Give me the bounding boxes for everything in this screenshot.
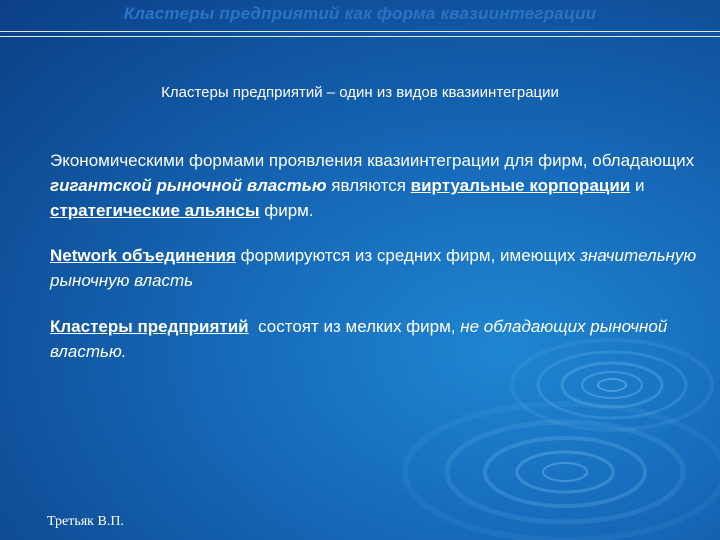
- paragraph-enterprise-clusters: [50, 314, 700, 364]
- p1-emphasis-market-power: гигантской рыночной властью: [50, 176, 327, 195]
- title-divider-bottom: [0, 36, 720, 37]
- p3-term-clusters: Кластеры предприятий: [50, 317, 249, 336]
- p1-text-1: Экономическими формами проявления квазиинтеграции для фирм, обладающих: [50, 151, 695, 170]
- title-divider-top: [0, 31, 720, 32]
- p3-emphasis: не обладающих рыночной властью.: [50, 317, 668, 361]
- slide-title: Кластеры предприятий как форма квазиинтеграции: [123, 4, 597, 23]
- p1-text-3: и: [630, 176, 645, 195]
- p2-term-network: Network объединения: [50, 246, 236, 265]
- p1-text-2: являются: [326, 176, 411, 195]
- p1-term-strategic-alliances: стратегические альянсы: [50, 201, 260, 220]
- p2-emphasis: значительную рыночную власть: [50, 246, 697, 290]
- p3-text-1: состоят из мелких фирм,: [248, 317, 461, 336]
- author-footer: Третьяк В.П.: [47, 514, 124, 529]
- p1-term-virtual-corporations: виртуальные корпорации: [410, 176, 631, 195]
- slide-subtitle: Кластеры предприятий – один из видов квазиинтеграции: [161, 84, 559, 101]
- paragraph-network-associations: [50, 243, 700, 293]
- paragraph-quasi-integration-forms: [50, 148, 700, 223]
- p1-text-4: фирм.: [259, 201, 314, 220]
- p2-text-1: формируются из средних фирм, имеющих: [235, 246, 581, 265]
